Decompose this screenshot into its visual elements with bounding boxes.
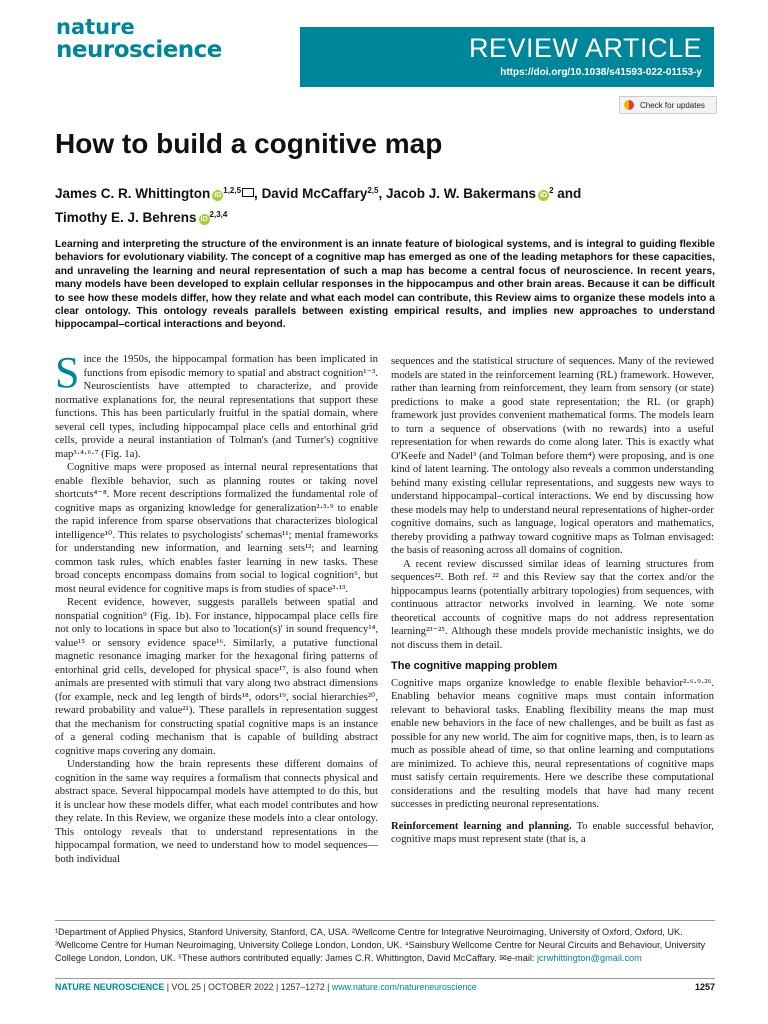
article-type: REVIEW ARTICLE	[468, 33, 702, 63]
section-heading: The cognitive mapping problem	[391, 660, 558, 672]
paragraph: sequences and the statistical structure of sequences. Many of the reviewed models are stated in the reinforcement learning (RL) framework. However, rather than learning from reinforcement, they learn from sensory (or state) predictions to make a good state representation; the RL (or graph) framework just provides convenient mathematical forms. The models learn to turn a sequence of observations (with no rewards) into a useful representation for when rewards do come along later. This is exactly what O'Keefe and Nadel³ (and Tolman before them⁴) were proposing, and is one kind of latent learning. The ontology also reveals a common understanding behind many existing cellular representations, and suggests new ways to understand hippocampal–cortical interactions. We end by discussing how these models may help to understand neural representations of higher-order cognitive domains, such as language, logical operators and mathematics, thereby providing a pathway toward cognitive maps as Tolman envisaged: the basis of reasoning across all domains of cognition.	[391, 355, 714, 556]
author-affiliation: 2,3,4	[209, 210, 228, 219]
article-title: How to build a cognitive map	[55, 128, 443, 159]
author-affiliation: 2	[549, 186, 554, 195]
paragraph: Understanding how the brain represents these different domains of cognition in the same way requires a formalism that connects physical and abstract space. Several hippocampal models have attempted to do this, but it is unclear how these models differ, what each model contributes and how they relate. In this Review, we organize these models into a clear ontology. This ontology reveals that to understand representations in the hippocampal formation, we need to understand how to model sequences—both individual	[55, 758, 378, 865]
paragraph: Since the 1950s, the hippocampal formation has been implicated in functions from episodic memory to spatial and abstract cognition¹⁻³. Neuroscientists have attempted to characterize, and provide normative explanations for, the neural representations that support these functions. This has been particularly fruitful in the spatial domain, where several cell types, including hippocampal place cells and entorhinal grid cells, provide a neural instantiation of Tolman's (and Turner's) cognitive map³·⁴·⁶·⁷ (Fig. 1a).	[55, 348, 378, 460]
check-updates-button[interactable]	[619, 96, 717, 114]
article-type-banner	[300, 27, 714, 87]
email-icon[interactable]	[242, 188, 254, 197]
paragraph: Recent evidence, however, suggests parallels between spatial and nonspatial cognition⁹ (Fig. 1b). For instance, hippocampal place cells fire not only to locations in space but also to 'location(s)' in sound frequency¹⁴, value¹⁵ or sensory evidence space¹⁶. Similarly, a putative functional magnetic resonance imaging marker for the hexagonal firing patterns of entorhinal grid cells, developed for physical space¹⁷, is also found when animals are presented with stimuli that vary along two abstract dimensions (for example, neck and leg length of birds¹⁸, odors¹⁹, social hierarchies²⁰, reward probability and value²¹). These parallels in representation suggest that the mechanism for constructing spatial cognitive maps is an instance of a general coding mechanism that is capable of building abstract cognitive maps covering any domain.	[55, 596, 378, 757]
author-affiliation: 1,2,5	[223, 186, 242, 195]
paragraph: A recent review discussed similar ideas of learning structures from sequences²². Both ref. ²² and this Review say that the cortex and/or the hippocampus learns (potentially arbitrary topologies) from sequences, with continuous attractor networks involved in learning. We note some theoretical accounts of cognitive maps do not address representation learning²³⁻²⁵. Although these models provide mechanistic insights, we do not discuss them in detail.	[391, 557, 714, 651]
check-updates-icon	[624, 100, 634, 110]
paragraph: Cognitive maps were proposed as internal neural representations that enable flexible behavior, such as planning routes or taking novel shortcuts⁴⁻⁸. More recent descriptions formalized the fundamental role of cognitive maps as organizing knowledge for generalization²·³·⁹ to enable the rapid inference from sparse observations that characterizes biological intelligence¹⁰. This relates to psychologists' schemas¹¹; mental frameworks for understanding new information, and learning sets¹²; and learning common task rules, which enables faster learning in new tasks. These broad concepts encompass domains from social to logical cognition⁶, but most neural evidence for cognitive maps is from studies of space³·¹³.	[55, 461, 378, 595]
footer-details: | VOL 25 | OCTOBER 2022 | 1257–1272 |	[164, 982, 332, 992]
author-name[interactable]: Jacob J. W. Bakermans	[386, 186, 537, 201]
paragraph: Cognitive maps organize knowledge to enable flexible behavior²·⁶·⁹·²⁶. Enabling behavior means cognitive maps must contain information relevant to behavioral tasks. Enabling flexibility means the map must enable new behaviors in the face of new challenges, and be built as fast as possible for any new world. The aim for cognitive maps, then, is to learn as much as possible ahead of time, so that online learning and computations are minimized. To achieve this, neural representations of cognitive maps must satisfy certain requirements. Here we describe these computational considerations and the resulting models that have had many recent successes in predicting neuronal representations.	[391, 676, 714, 810]
affiliations: ¹Department of Applied Physics, Stanford University, Stanford, CA, USA. ²Wellcome Centre for Integrative Neuroimaging, University of Oxford, Oxford, UK. ³Wellcome Centre for Human Neuroimaging, University College London, London, UK. ⁴Sainsbury Wellcome Centre for Neural Circuits and Behaviour, University College London, London, UK. ⁵These authors contributed equally: James C.R. Whittington, David McCaffary. ✉e-mail: jcrwhittington@gmail.com	[55, 927, 706, 963]
subsection-heading: Reinforcement learning and planning.	[391, 819, 572, 832]
journal-logo	[56, 16, 256, 62]
journal-url-link[interactable]: www.nature.com/natureneuroscience	[331, 982, 477, 992]
author-separator: and	[557, 186, 582, 201]
footer-divider	[55, 978, 715, 979]
orcid-icon[interactable]: iD	[540, 192, 548, 199]
email-link[interactable]: jcrwhittington@gmail.com	[537, 953, 642, 963]
orcid-icon[interactable]: iD	[200, 216, 208, 223]
author-affiliation: 2,5	[367, 186, 379, 195]
paragraph: Reinforcement learning and planning. To enable successful behavior, cognitive maps must represent state (that is, a	[391, 819, 714, 845]
body-column-right	[391, 355, 714, 847]
author-name[interactable]: James C. R. Whittington	[55, 186, 211, 201]
abstract: Learning and interpreting the structure of the environment is an innate feature of biological systems, and is integral to guiding flexible behaviors for evolutionary viability. The concept of a cognitive map has emerged as one of the leading metaphors for these capacities, and unraveling the learning and neural representation of such a map has become a central focus of neuroscience. In recent years, many models have been developed to explain cellular responses in the hippocampus and other brain areas. Because it can be difficult to see how these models differ, how they relate and what each model can contribute, this Review aims to organize these models into a clear ontology. This ontology reveals parallels between existing empirical results, and implies new approaches to understand hippocampal–cortical interactions and beyond.	[55, 239, 715, 331]
journal-logo-line1: nature	[56, 15, 135, 39]
doi-link[interactable]: https://doi.org/10.1038/s41593-022-01153-y	[500, 67, 702, 78]
page-number: 1257	[694, 982, 715, 992]
author-name[interactable]: David McCaffary	[261, 186, 368, 201]
drop-cap: S	[55, 348, 80, 397]
author-list: James C. R. Whittington iD$^{1,2,5}$ , David McCaffary$^{2,5}$, Jacob J. W. Bakermans iD$^2$ and Timothy E. J. Behrens iD$^{2,3,4}$	[55, 186, 582, 225]
orcid-icon[interactable]: iD	[214, 192, 222, 199]
footnote-divider	[55, 920, 715, 921]
author-name[interactable]: Timothy E. J. Behrens	[55, 210, 197, 225]
body-column-left	[55, 348, 378, 866]
check-updates-label: Check for updates	[640, 100, 705, 110]
journal-logo-line2: neuroscience	[56, 37, 222, 63]
page-footer	[55, 982, 715, 992]
footer-journal: NATURE NEUROSCIENCE	[55, 982, 165, 992]
